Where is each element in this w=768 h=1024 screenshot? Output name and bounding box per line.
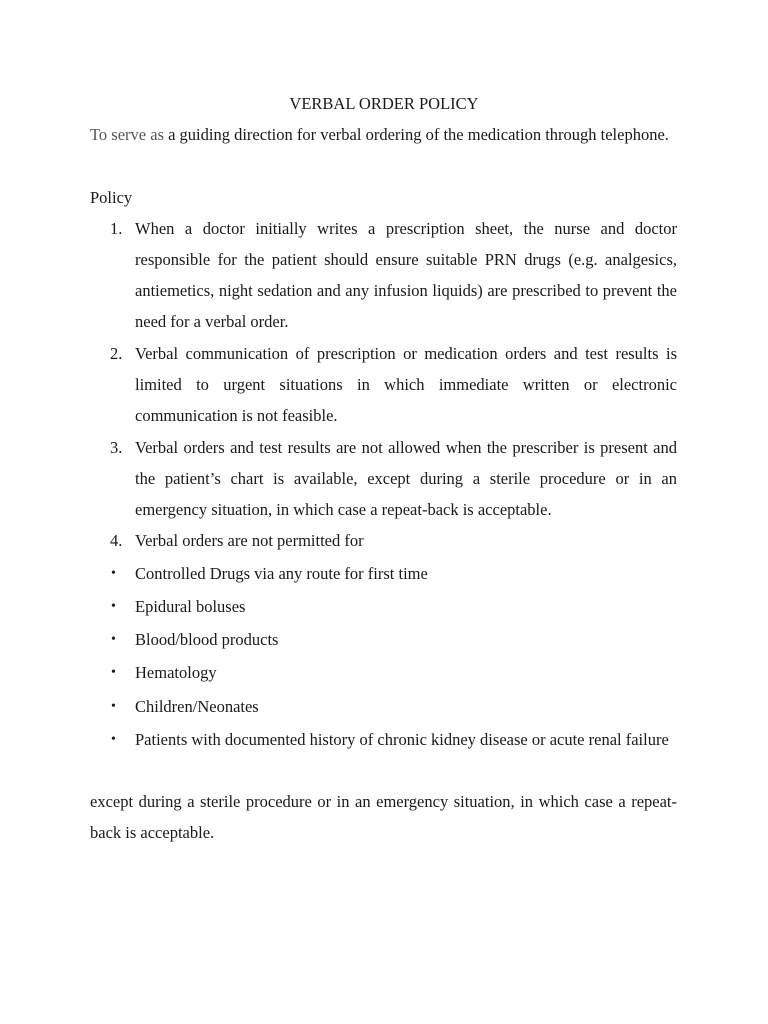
numbered-item-2	[90, 338, 677, 431]
bullet-dot-icon: •	[111, 699, 116, 714]
item-text: Verbal communication of prescription or medication orders and test results is limited to urgent situations in which immediate written or electronic communication is not feasible.	[135, 344, 677, 425]
item-number: 4.	[110, 531, 123, 550]
policy-heading: Policy	[90, 188, 133, 207]
bullet-dot-icon: •	[111, 632, 116, 647]
bullet-dot-icon: •	[111, 665, 116, 680]
bullet-dot-icon: •	[111, 566, 116, 581]
bullet-text: Controlled Drugs via any route for first time	[135, 564, 428, 583]
intro-lead-text: To serve as	[90, 125, 164, 144]
numbered-item-1	[90, 213, 677, 337]
numbered-item-4	[90, 525, 677, 556]
item-text: When a doctor initially writes a prescription sheet, the nurse and doctor responsible for the patient should ensure suitable PRN drugs (e.g. analgesics, antiemetics, night sedation and any infusion liquids) are prescribed to prevent the need for a verbal order.	[135, 219, 677, 331]
document-title: VERBAL ORDER POLICY	[289, 94, 479, 113]
bullet-dot-icon: •	[111, 599, 116, 614]
bullet-item-renal-patients	[90, 724, 677, 755]
bullet-item-epidural-boluses	[90, 591, 677, 622]
bullet-text: Patients with documented history of chronic kidney disease or acute renal failure	[135, 730, 669, 749]
bullet-text: Hematology	[135, 663, 217, 682]
bullet-item-children-neonates	[90, 691, 677, 722]
item-number: 1.	[110, 219, 123, 238]
bullet-dot-icon: •	[111, 732, 116, 747]
item-text: Verbal orders are not permitted for	[135, 531, 364, 550]
bullet-text: Children/Neonates	[135, 697, 259, 716]
bullet-text: Epidural boluses	[135, 597, 246, 616]
bullet-item-blood-products	[90, 624, 677, 655]
item-number: 2.	[110, 344, 123, 363]
bullet-item-controlled-drugs	[90, 558, 677, 589]
item-text: Verbal orders and test results are not allowed when the prescriber is present and the patient’s chart is available, except during a sterile procedure or in an emergency situation, in which case a repeat-back is acceptable.	[135, 438, 677, 519]
bullet-text: Blood/blood products	[135, 630, 279, 649]
intro-paragraph	[90, 119, 677, 150]
numbered-item-3	[90, 432, 677, 525]
closing-paragraph: except during a sterile procedure or in an emergency situation, in which case a repeat-back is acceptable.	[90, 792, 677, 842]
bullet-item-hematology	[90, 657, 677, 688]
item-number: 3.	[110, 438, 123, 457]
intro-rest-text: a guiding direction for verbal ordering of the medication through telephone.	[163, 125, 669, 144]
